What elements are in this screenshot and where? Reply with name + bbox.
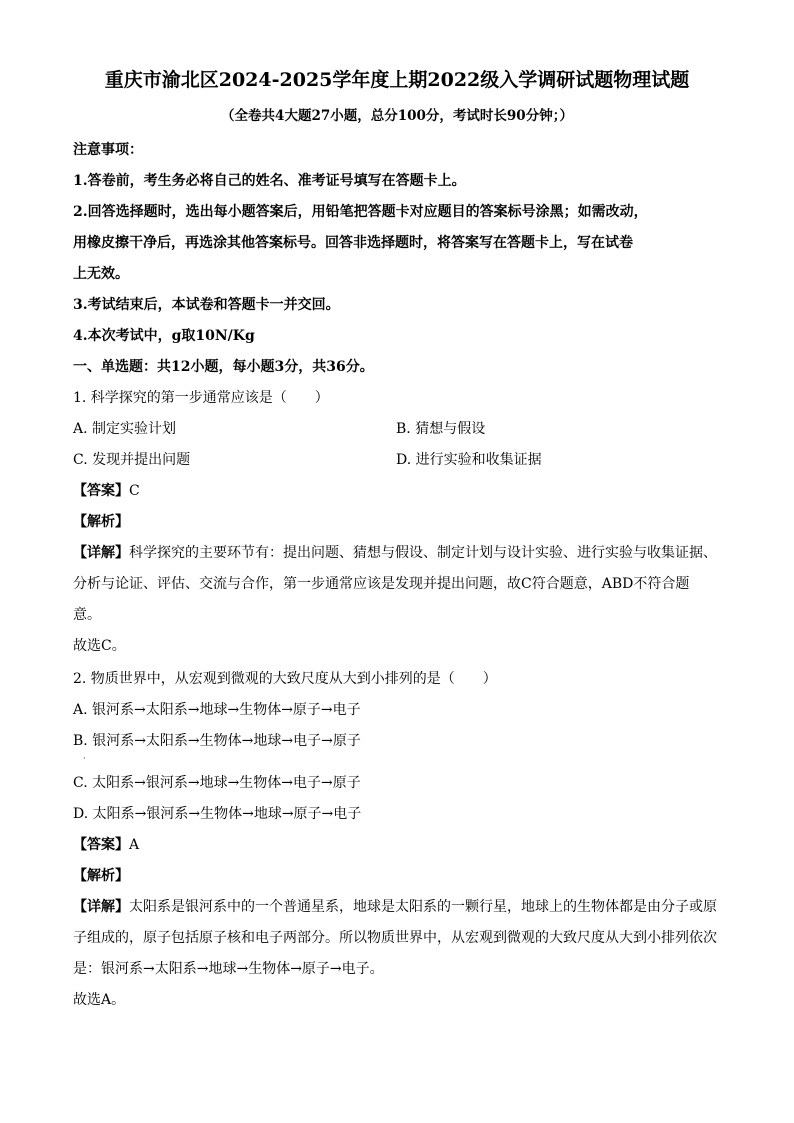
detail-line: 分析与论证、评估、交流与合作，第一步通常应该是发现并提出问题，故C符合题意，ABD不符合题 [73,576,690,592]
option-d: D. 太阳系→银河系→生物体→地球→原子→电子 [73,806,362,822]
note-item: 3.考试结束后，本试卷和答题卡一并交回。 [73,297,340,313]
page-title: 重庆市渝北区2024-2025学年度上期2022级入学调研试题物理试题 [104,69,690,91]
analysis-tag: 【解析】 [73,514,129,530]
detail-tag: 【详解】 [73,545,129,561]
section-heading: 一、单选题：共12小题，每小题3分，共36分。 [73,359,374,375]
note-item: 用橡皮擦干净后，再选涂其他答案标号。回答非选择题时，将答案写在答题卡上，写在试卷 [73,235,633,251]
detail-line: 是：银河系→太阳系→地球→生物体→原子→电子。 [73,961,384,977]
note-item: 2.回答选择题时，选出每小题答案后，用铅笔把答题卡对应题目的答案标号涂黑；如需改动， [73,204,648,220]
question-stem: 1. 科学探究的第一步通常应该是（ ） [73,390,329,406]
detail-line: 意。 [73,607,101,623]
question-stem: 2. 物质世界中，从宏观到微观的大致尺度从大到小排列的是（ ） [73,671,497,687]
stray-dot: · [83,754,86,763]
page-subtitle: （全卷共4大题27小题，总分100分，考试时长90分钟；） [221,108,573,124]
detail-text: 科学探究的主要环节有：提出问题、猜想与假设、制定计划与设计实验、进行实验与收集证据、 [129,545,717,561]
analysis-tag: 【解析】 [73,868,129,884]
note-item: 4.本次考试中，g取10N/Kg [73,328,255,344]
detail-tag: 【详解】 [73,899,129,915]
answer-line [73,835,139,855]
answer-tag: 【答案】 [73,483,129,499]
answer-value: C [129,483,140,499]
notes-heading: 注意事项： [73,142,143,158]
detail-text: 太阳系是银河系中的一个普通星系，地球是太阳系的一颗行星，地球上的生物体都是由分子或原 [129,899,717,915]
option-a: A. 银河系→太阳系→地球→生物体→原子→电子 [73,702,361,718]
conclusion-line: 故选A。 [73,992,126,1008]
note-item: 1.答卷前，考生务必将自己的姓名、准考证号填写在答题卡上。 [73,173,466,189]
detail-line [73,543,717,563]
answer-tag: 【答案】 [73,837,129,853]
note-item: 上无效。 [73,266,129,282]
answer-line [73,481,140,501]
option-c: C. 太阳系→银河系→地球→生物体→电子→原子 [73,775,361,791]
detail-line [73,897,717,917]
conclusion-line: 故选C。 [73,638,126,654]
answer-value: A [129,837,140,853]
detail-line: 子组成的，原子包括原子核和电子两部分。所以物质世界中，从宏观到微观的大致尺度从大到小排列依次 [73,930,717,946]
option-b: B. 猜想与假设 [396,421,486,437]
option-c: C. 发现并提出问题 [73,452,191,468]
option-a: A. 制定实验计划 [73,421,177,437]
option-b: B. 银河系→太阳系→生物体→地球→电子→原子 [73,733,361,749]
option-d: D. 进行实验和收集证据 [396,452,542,468]
